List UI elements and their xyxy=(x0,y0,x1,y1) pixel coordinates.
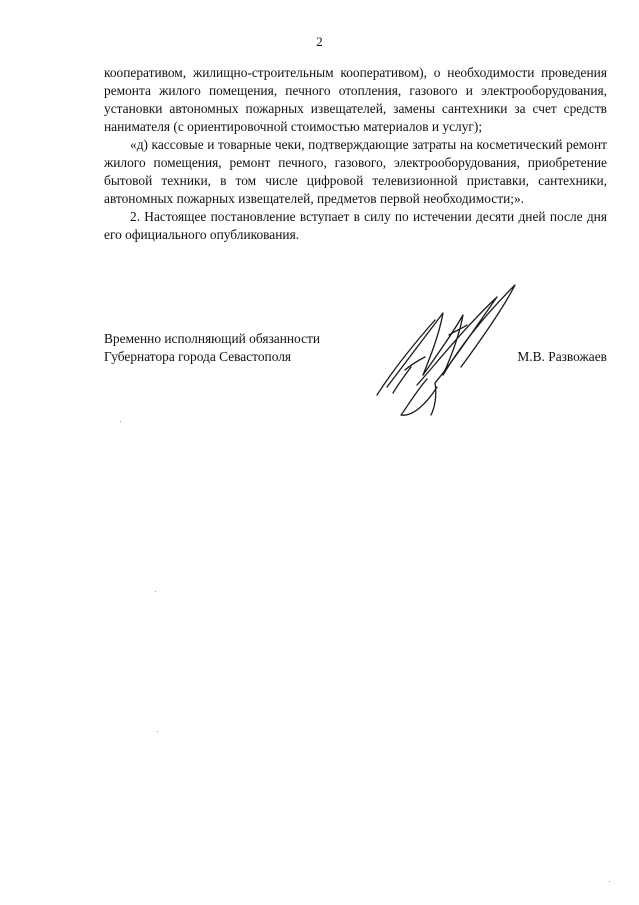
paragraph-item-d: «д) кассовые и товарные чеки, подтверждающие затраты на косметический ремонт жилого помещения, ремонт печного, газового, электрооборудования, приобретение бытовой техники, в том числе цифровой телевизионной приставки, сантехники, автономных пожарных извещателей, предметов первой необходимости;». xyxy=(104,137,607,206)
signatory-position-line1: Временно исполняющий обязанности xyxy=(104,331,321,346)
scan-speck xyxy=(120,421,121,422)
document-body xyxy=(104,64,607,244)
scan-speck xyxy=(157,731,158,732)
signatory-position-line2: Губернатора города Севастополя xyxy=(104,349,292,364)
signatory-name: М.В. Развожаев xyxy=(517,349,607,364)
paragraph-continuation: кооперативом, жилищно-строительным кооперативом), о необходимости проведения ремонта жилого помещения, печного отопления, газового и электрооборудования, установки автономных пожарных извещателей, замены сантехники за счет средств нанимателя (с ориентировочной стоимостью материалов и услуг); xyxy=(104,65,607,134)
scan-speck xyxy=(155,591,156,592)
signatory-position xyxy=(104,330,320,366)
paragraph-effective-date: 2. Настоящее постановление вступает в силу по истечении десяти дней после дня его официального опубликования. xyxy=(104,209,607,242)
scan-speck xyxy=(609,881,610,882)
page-number: 2 xyxy=(316,34,323,49)
handwritten-signature-icon xyxy=(365,275,540,425)
